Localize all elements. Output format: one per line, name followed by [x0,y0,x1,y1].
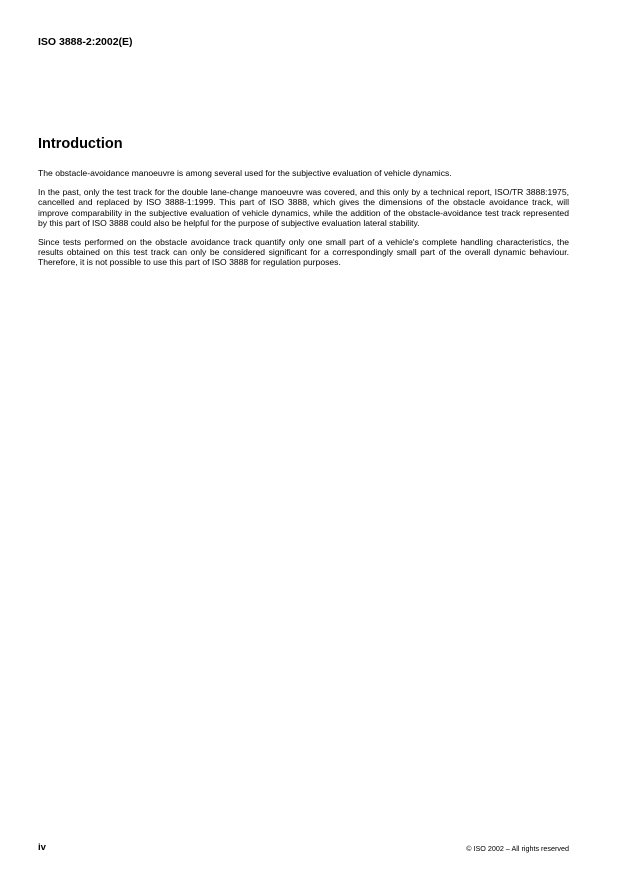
body-text [38,168,569,277]
paragraph: The obstacle-avoidance manoeuvre is among several used for the subjective evaluation of vehicle dynamics. [38,168,452,178]
copyright-notice: © ISO 2002 – All rights reserved [466,844,569,853]
paragraph: In the past, only the test track for the double lane-change manoeuvre was covered, and this only by a technical report, ISO/TR 3888:1975, cancelled and replaced by ISO 3888-1:1999. This part of ISO 3888, which gives the dimensions of the obstacle avoidance track, will improve comparability in the subjective evaluation of vehicle dynamics, while the addition of the obstacle-avoidance test track represented by this part of ISO 3888 could also be helpful for the purpose of subjective evaluation lateral stability. [38,187,569,228]
page-number: iv [38,842,46,853]
document-reference: ISO 3888-2:2002(E) [38,36,133,48]
paragraph: Since tests performed on the obstacle avoidance track quantify only one small part of a vehicle's complete handling characteristics, the results obtained on this test track can only be considered significant for a correspondingly small part of the overall dynamic behaviour. Therefore, it is not possible to use this part of ISO 3888 for regulation purposes. [38,237,569,268]
section-title: Introduction [38,136,123,152]
